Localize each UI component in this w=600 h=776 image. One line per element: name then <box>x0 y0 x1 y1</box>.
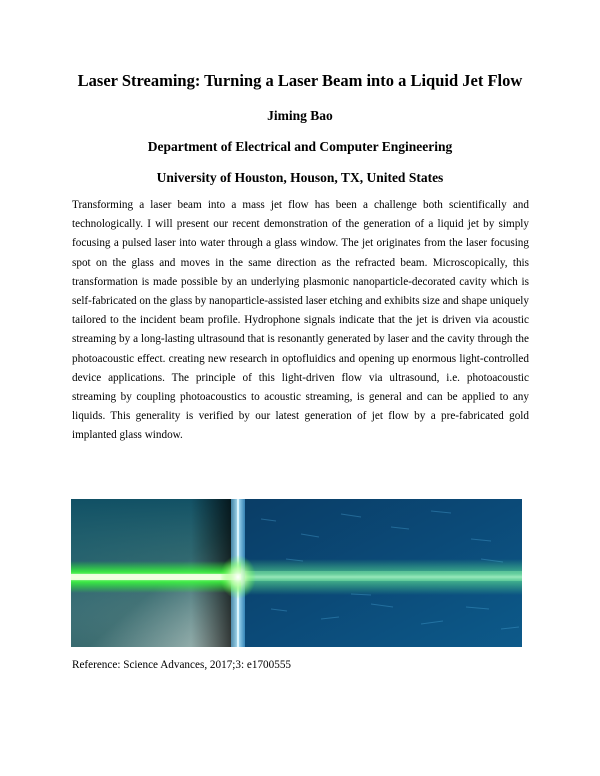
reference-citation: Reference: Science Advances, 2017;3: e1700555 <box>72 659 292 671</box>
department: Department of Electrical and Computer Engineering <box>147 139 453 154</box>
author-name: Jiming Bao <box>267 108 333 123</box>
laser-jet-illustration <box>71 499 522 647</box>
abstract-paragraph: Transforming a laser beam into a mass jet flow has been a challenge both scientifically and technologically. I will present our recent demonstration of the generation of a liquid jet by simply focusing a pulsed laser into water through a glass window. The jet originates from the laser focusing spot on the glass and moves in the same direction as the refracted beam. Microscopically, this transformation is made possible by an underlying plasmonic nanoparticle-decorated cavity which is self-fabricated on the glass by nanoparticle-assisted laser etching and exhibits size and shape uniquely tailored to the incident beam profile. Hydrophone signals indicate that the jet is driven via acoustic streaming by a long-lasting ultrasound that is resonantly generated by laser and the cavity through the photoacoustic effect. creating new research in optofluidics and opening up enormous light-controlled device applications. The principle of this light-driven flow via ultrasound, i.e. photoacoustic streaming by coupling photoacoustics to acoustic streaming, is general and can be applied to any liquids. This generality is verified by our latest generation of jet flow by a pre-fabricated gold implanted glass window. <box>72 199 529 442</box>
laser-jet-photo <box>71 499 522 647</box>
university: University of Houston, Houson, TX, United States <box>156 170 444 185</box>
paper-title: Laser Streaming: Turning a Laser Beam into a Liquid Jet Flow <box>77 71 523 90</box>
